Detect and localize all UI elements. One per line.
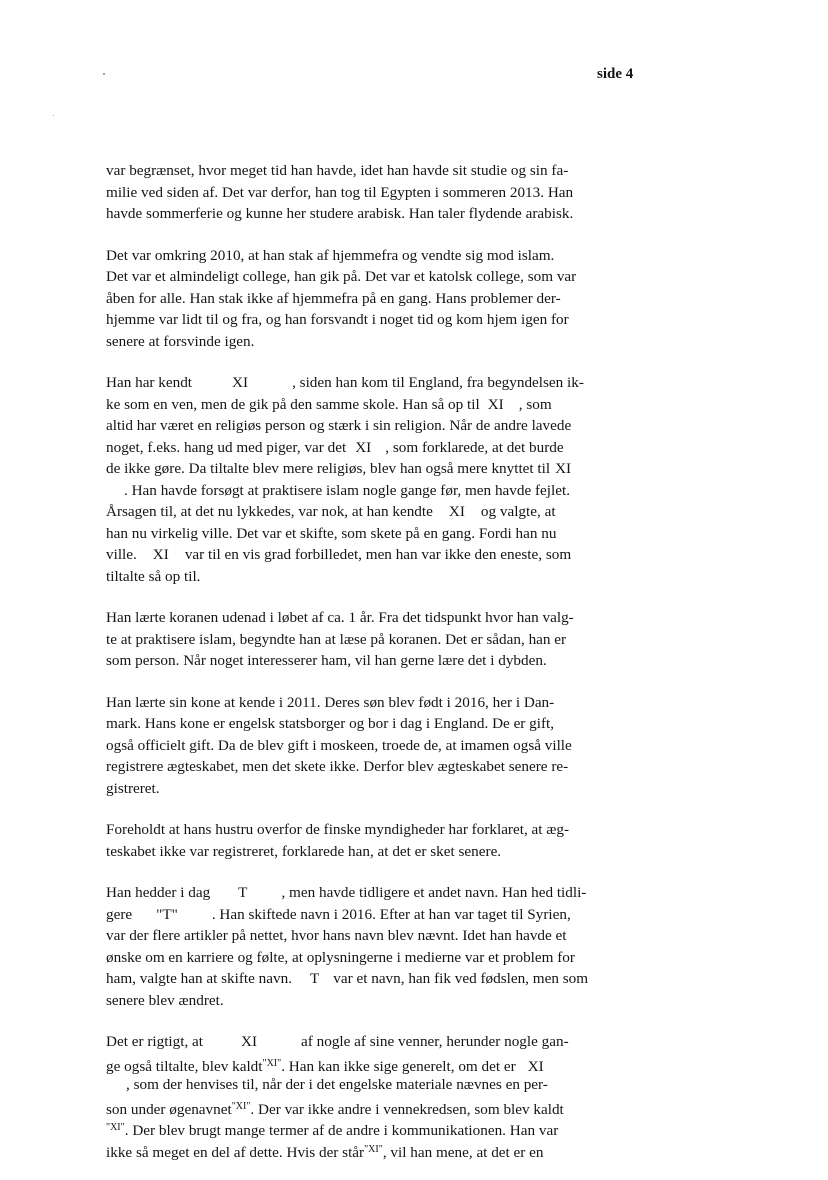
text-line [106,904,626,926]
redacted-name-marker: XI [555,460,572,477]
paragraph [106,1031,626,1160]
nickname-marker: "XI" [364,1143,383,1155]
text-fragment: Han hedder i dag [106,884,211,901]
text-fragment: af nogle af sine venner, herunder nogle gan- [301,1033,569,1050]
text-line: registrere ægteskabet, men det skete ikke. Derfor blev ægteskabet senere re- [106,758,569,775]
paragraph [106,692,626,800]
page-number: side 4 [597,66,634,82]
text-line: tiltalte så op til. [106,567,201,585]
text-fragment: ke som en ven, men de gik på den samme skole. Han så op til [106,395,480,413]
text-fragment: . Han kan ikke sige generelt, om det er [281,1057,516,1075]
paragraph [106,160,626,225]
text-fragment: Det er rigtigt, at [106,1033,203,1050]
nickname-marker: "XI" [231,1100,251,1112]
paragraph [106,607,626,672]
text-fragment: , vil han mene, at det er en [382,1143,544,1161]
paragraph [106,882,626,1011]
document-body [106,160,626,1180]
paragraph [106,819,626,862]
text-line: havde sommerferie og kunne her studere arabisk. Han taler flydende arabisk. [106,205,574,222]
text-line: åben for alle. Han stak ikke af hjemmefra på en gang. Hans problemer der- [106,289,561,307]
text-line: . Han havde forsøgt at praktisere islam nogle gange før, men havde fejlet. [124,481,570,499]
text-fragment: var til en vis grad forbilledet, men han var ikke den eneste, som [184,546,572,563]
redacted-name-marker: XI [232,374,249,391]
text-line: altid har været en religiøs person og stærk i sin religion. Når de andre lavede [106,417,572,434]
text-line: også officielt gift. Da de blev gift i moskeen, troede de, at imamen også ville [106,736,572,754]
nickname-marker: "XI" [262,1057,282,1069]
text-fragment: . Der var ikke andre i vennekredsen, som blev kaldt [250,1100,564,1118]
redacted-name-marker: XI [152,546,169,563]
text-line [106,1139,626,1161]
text-line: Det var omkring 2010, at han stak af hjemmefra og vendte sig mod islam. [106,246,555,264]
scan-speck [53,115,54,116]
text-fragment: , som [518,395,552,413]
text-line: teskabet ikke var registreret, forklarede han, at det er sket senere. [106,842,502,860]
text-line: ønske om en karriere og følte, at oplysningerne i medierne var et problem for [106,948,575,966]
text-fragment: og valgte, at [480,503,556,520]
text-line [106,968,626,990]
text-fragment: ikke så meget en del af dette. Hvis der står [106,1143,365,1161]
redacted-name-marker: XI [487,395,504,413]
text-fragment: , siden han kom til England, fra begyndelsen ik- [292,374,584,391]
text-fragment: . Han skiftede navn i 2016. Efter at han var taget til Syrien, [211,905,571,923]
text-line: mark. Hans kone er engelsk statsborger og bor i dag i England. De er gift, [106,715,555,732]
text-line: som person. Når noget interesserer ham, vil han gerne lære det i dybden. [106,652,547,669]
text-line [106,1053,626,1075]
text-line: Han lærte sin kone at kende i 2011. Deres søn blev født i 2016, her i Dan- [106,693,555,711]
text-fragment: noget, f.eks. hang ud med piger, var det [106,438,347,456]
text-fragment: Årsagen til, at det nu lykkedes, var nok, at han kendte [106,503,433,520]
redacted-name-marker: XI [355,438,372,456]
text-line [106,1096,626,1118]
text-fragment: . Der blev brugt mange termer af de andre i kommunikationen. Han var [124,1122,559,1139]
text-fragment: ge også tiltalte, blev kaldt [106,1057,263,1075]
text-line: , som der henvises til, når der i det engelske materiale nævnes en per- [126,1076,548,1093]
text-fragment: son under øgenavnet [106,1100,232,1118]
text-line: te at praktisere islam, begyndte han at læse på koranen. Det er sådan, han er [106,630,567,648]
text-line [106,882,626,904]
text-line [106,394,626,416]
text-line: Foreholdt at hans hustru overfor de finske myndigheder har forklaret, at æg- [106,821,570,838]
nickname-marker: "XI" [106,1122,125,1133]
text-fragment: ham, valgte han at skifte navn. [106,970,292,987]
text-line [106,437,626,459]
text-line: var begrænset, hvor meget tid han havde, idet han havde sit studie og sin fa- [106,162,569,179]
text-fragment: , som forklarede, at det burde [385,438,564,456]
text-line [106,1117,626,1139]
paragraph [106,372,626,587]
redacted-name-marker: XI [448,503,465,520]
redacted-name-marker: XI [241,1033,258,1050]
text-line: milie ved siden af. Det var derfor, han tog til Egypten i sommeren 2013. Han [106,183,574,201]
text-line: var der flere artikler på nettet, hvor hans navn blev nævnt. Idet han havde et [106,927,567,944]
text-line [106,544,626,566]
redacted-name-marker: T [310,970,320,987]
text-line: Det var et almindeligt college, han gik på. Det var et katolsk college, som var [106,268,577,285]
text-line [106,458,626,480]
text-fragment: gere [106,905,133,923]
text-line [106,372,626,394]
text-line: gistreret. [106,779,160,797]
text-line: senere blev ændret. [106,991,224,1009]
text-line [106,501,626,523]
text-line: han nu virkelig ville. Det var et skifte, som skete på en gang. Fordi han nu [106,524,557,542]
text-fragment: var et navn, han fik ved fødslen, men som [333,970,589,987]
text-line: Han lærte koranen udenad i løbet af ca. 1 år. Fra det tidspunkt hvor han valg- [106,609,574,626]
text-line: senere at forsvinde igen. [106,332,255,350]
text-line [106,1031,626,1053]
redacted-name-marker: XI [527,1057,544,1075]
paragraph [106,245,626,353]
text-fragment: , men havde tidligere et andet navn. Han hed tidli- [281,884,587,901]
redacted-name-marker: "T" [156,905,178,923]
text-fragment: ville. [106,546,137,563]
text-fragment: Han har kendt [106,374,193,391]
redacted-name-marker: T [238,884,248,901]
text-line: hjemme var lidt til og fra, og han forsvandt i noget tid og kom hjem igen for [106,311,569,328]
text-fragment: de ikke gøre. Da tiltalte blev mere religiøs, blev han også mere knyttet til [106,460,551,477]
scan-speck [103,73,105,75]
